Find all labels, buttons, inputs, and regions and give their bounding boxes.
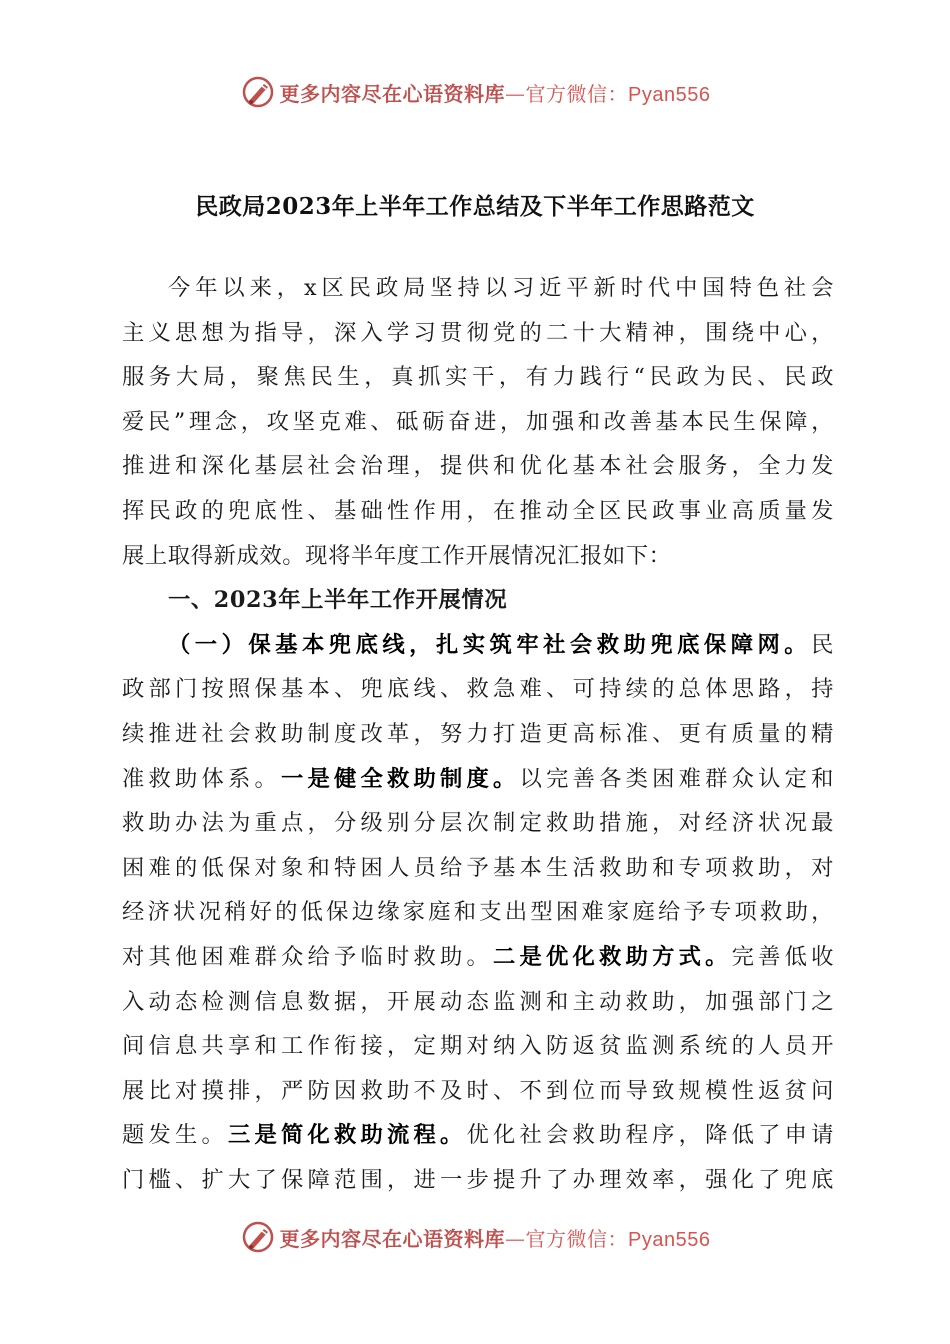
watermark-wechat-id: Pyan556 [628, 1228, 711, 1251]
document-title: 民政局2023年上半年工作总结及下半年工作思路范文 [195, 193, 755, 220]
paragraph-line: 今年以来，x区民政局坚持以习近平新时代中国特色社会 [168, 275, 834, 301]
paragraph-line: 困难的低保对象和特困人员给予基本生活救助和专项救助，对 [122, 854, 834, 881]
watermark-text: 更多内容尽在心语资料库 [279, 1226, 506, 1251]
paragraph-line: 门槛、扩大了保障范围，进一步提升了办理效率，强化了兜底 [122, 1166, 834, 1193]
section-heading: 一、2023年上半年工作开展情况 [168, 587, 508, 614]
paragraph-line: 间信息共享和工作衔接，定期对纳入防返贫监测系统的人员开 [122, 1033, 834, 1060]
paragraph-line: 展比对摸排，严防因救助不及时、不到位而导致规模性返贫问 [122, 1077, 834, 1104]
watermark-separator: — [505, 81, 526, 106]
paragraph-line [122, 623, 834, 668]
paragraph-text: 准救助体系。 [122, 765, 282, 792]
pen-logo-icon [240, 74, 276, 110]
watermark-banner-top [0, 72, 950, 112]
subsection-heading: （一）保基本兜底线，扎实筑牢社会救助兜底保障网。 [168, 631, 812, 658]
watermark-banner-bottom [0, 1217, 950, 1257]
paragraph-line: 挥民政的兜底性、基础性作用，在推动全区民政事业高质量发 [122, 497, 834, 524]
paragraph-line: 经济状况稍好的低保边缘家庭和支出型困难家庭给予专项救助， [122, 899, 834, 926]
pen-logo-icon [240, 1219, 276, 1255]
paragraph-line: 主义思想为指导，深入学习贯彻党的二十大精神，围绕中心， [122, 319, 834, 346]
paragraph-line: 续推进社会救助制度改革，努力打造更高标准、更有质量的精 [122, 720, 834, 747]
paragraph-text: 题发生。 [122, 1122, 229, 1149]
document-body [122, 266, 834, 1202]
paragraph-line [122, 935, 834, 980]
paragraph-line: 救助办法为重点，分级别分层次制定救助措施，对经济状况最 [122, 810, 834, 837]
watermark-wechat-id: Pyan556 [628, 83, 711, 106]
paragraph-text: 以完善各类困难群众认定和 [519, 765, 834, 792]
paragraph-text: 完善低收 [731, 943, 834, 970]
watermark-wechat-label: 官方微信： [525, 81, 629, 106]
paragraph-line [122, 1113, 834, 1158]
watermark-text: 更多内容尽在心语资料库 [279, 81, 506, 106]
paragraph-line: 爱民”理念，攻坚克难、砥砺奋进，加强和改善基本民生保障， [122, 408, 834, 435]
watermark-wechat-label: 官方微信： [525, 1226, 629, 1251]
paragraph-line: 入动态检测信息数据，开展动态监测和主动救助，加强部门之 [122, 988, 834, 1015]
paragraph-line: 服务大局，聚焦民生，真抓实干，有力践行“民政为民、民政 [122, 364, 834, 391]
paragraph-line: 政部门按照保基本、兜底线、救急难、可持续的总体思路，持 [122, 676, 834, 703]
bold-point: 二是优化救助方式。 [493, 943, 732, 970]
paragraph-line [122, 757, 834, 802]
paragraph-text: 优化社会救助程序，降低了申请 [466, 1122, 834, 1149]
watermark-separator: — [505, 1226, 526, 1251]
paragraph-text: 民 [811, 631, 834, 658]
paragraph-text: 对其他困难群众给予临时救助。 [122, 943, 494, 970]
bold-point: 三是简化救助流程。 [228, 1122, 467, 1149]
paragraph-line: 展上取得新成效。现将半年度工作开展情况汇报如下： [122, 542, 672, 569]
paragraph-line: 推进和深化基层社会治理，提供和优化基本社会服务，全力发 [122, 453, 834, 480]
bold-point: 一是健全救助制度。 [281, 765, 520, 792]
